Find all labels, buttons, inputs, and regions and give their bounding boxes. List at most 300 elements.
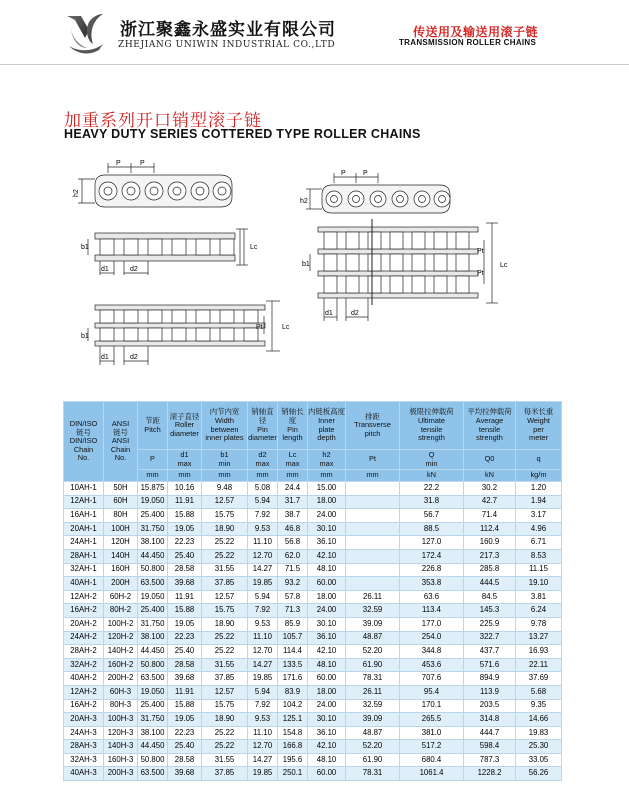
table-cell: 28AH-3 [64,740,104,754]
section-title-en: HEAVY DUTY SERIES COTTERED TYPE ROLLER CHAINS [64,127,421,141]
table-cell: 9.35 [516,699,562,713]
table-cell: 30.2 [464,482,516,496]
table-cell: 170.1 [400,699,464,713]
table-cell: 100H-3 [104,713,138,727]
table-cell: 78.31 [346,672,400,686]
symbol-weight: q [516,450,562,470]
table-cell: 26.11 [346,685,400,699]
table-cell: 19.85 [248,577,278,591]
header-chain-no: DIN/ISO 链号 DIN/ISO Chain No. [64,402,104,482]
table-cell: 19.05 [168,713,202,727]
table-cell: 28.58 [168,563,202,577]
table-cell: 177.0 [400,617,464,631]
b1-label: b1 [302,261,310,268]
header-pitch: 节距 Pitch [138,402,168,450]
unit-cell: kN [464,470,516,482]
table-cell: 11.91 [168,590,202,604]
table-cell: 20AH-2 [64,617,104,631]
table-cell: 40AH-3 [64,767,104,781]
table-cell: 140H [104,549,138,563]
table-cell: 60.00 [308,577,346,591]
table-row [64,672,562,686]
pitch-label: P [140,160,145,167]
header-average-strength: 平均拉伸载荷 Average tensile strength [464,402,516,450]
table-cell: 24.4 [278,482,308,496]
table-cell: 15.88 [168,509,202,523]
table-cell: 7.92 [248,509,278,523]
table-row [64,549,562,563]
table-cell: 14.27 [248,658,278,672]
table-cell: 93.2 [278,577,308,591]
table-cell: 37.85 [202,767,248,781]
table-cell: 25.40 [168,549,202,563]
table-cell: 38.100 [138,631,168,645]
table-cell: 7.92 [248,699,278,713]
d2-label: d2 [351,310,359,317]
table-cell: 571.6 [464,658,516,672]
table-cell: 31.7 [278,495,308,509]
table-row [64,685,562,699]
pt-label: Pt [477,270,484,277]
table-cell: 42.10 [308,549,346,563]
table-cell: 12AH-1 [64,495,104,509]
table-row [64,617,562,631]
table-cell: 14.27 [248,753,278,767]
table-cell: 22.23 [168,631,202,645]
table-cell: 48.10 [308,753,346,767]
lc-label: Lc [282,324,290,331]
table-cell: 10.16 [168,482,202,496]
table-cell: 25.22 [202,645,248,659]
table-cell: 80H-3 [104,699,138,713]
table-cell: 60H-2 [104,590,138,604]
table-cell: 11.91 [168,495,202,509]
table-cell: 46.8 [278,522,308,536]
table-cell: 437.7 [464,645,516,659]
table-cell: 24.00 [308,509,346,523]
table-cell: 680.4 [400,753,464,767]
table-cell: 18.00 [308,495,346,509]
table-cell: 100H-2 [104,617,138,631]
table-cell: 56.8 [278,536,308,550]
table-cell: 25.22 [202,740,248,754]
header-ultimate-strength: 极限拉伸载荷 Ultimate tensile strength [400,402,464,450]
d1-label: d1 [101,354,109,361]
table-cell: 28AH-2 [64,645,104,659]
table-cell: 38.100 [138,726,168,740]
table-cell: 154.8 [278,726,308,740]
table-cell: 28AH-1 [64,549,104,563]
unit-cell: mm [346,470,400,482]
table-cell: 11.15 [516,563,562,577]
d2-label: d2 [130,266,138,273]
table-cell: 32AH-2 [64,658,104,672]
table-cell: 1.20 [516,482,562,496]
table-cell: 71.3 [278,604,308,618]
table-cell: 36.10 [308,631,346,645]
table-cell: 171.6 [278,672,308,686]
table-row [64,753,562,767]
table-cell: 20AH-1 [64,522,104,536]
table-cell: 254.0 [400,631,464,645]
table-cell: 61.90 [346,753,400,767]
table-cell: 60H-3 [104,685,138,699]
symbol-q0: Q0 [464,450,516,470]
table-cell: 145.3 [464,604,516,618]
table-cell: 113.4 [400,604,464,618]
header-transverse-pitch: 排距 Transverse pitch [346,402,400,450]
table-cell: 37.85 [202,672,248,686]
symbol-d2: d2 max [248,450,278,470]
d2-label: d2 [130,354,138,361]
table-cell [346,536,400,550]
symbol-p: P [138,450,168,470]
table-cell: 26.11 [346,590,400,604]
table-cell: 140H-2 [104,645,138,659]
table-cell: 5.68 [516,685,562,699]
table-row [64,658,562,672]
table-cell: 80H-2 [104,604,138,618]
table-cell: 25.400 [138,509,168,523]
table-cell: 39.68 [168,672,202,686]
table-cell: 42.7 [464,495,516,509]
unit-cell: mm [138,470,168,482]
table-cell: 225.9 [464,617,516,631]
page-header [0,0,629,70]
table-cell: 19.05 [168,617,202,631]
table-cell: 80H [104,509,138,523]
table-cell: 16AH-2 [64,699,104,713]
table-cell: 40AH-1 [64,577,104,591]
table-cell: 18.90 [202,713,248,727]
table-cell: 18.90 [202,617,248,631]
table-cell: 381.0 [400,726,464,740]
table-cell: 52.20 [346,740,400,754]
table-cell: 71.5 [278,563,308,577]
table-cell: 30.10 [308,522,346,536]
table-cell: 5.94 [248,495,278,509]
table-cell: 32.59 [346,604,400,618]
table-cell: 160H-3 [104,753,138,767]
table-row [64,631,562,645]
table-cell: 40AH-2 [64,672,104,686]
table-cell: 517.2 [400,740,464,754]
lc-label: Lc [250,244,258,251]
table-cell: 62.0 [278,549,308,563]
table-cell: 24.00 [308,604,346,618]
header-divider [0,64,629,65]
table-cell: 19.85 [248,672,278,686]
table-cell: 9.48 [202,482,248,496]
table-cell: 453.6 [400,658,464,672]
table-cell [346,522,400,536]
table-cell: 83.9 [278,685,308,699]
table-cell: 31.750 [138,522,168,536]
chain-drawings [0,145,629,385]
table-row [64,767,562,781]
table-cell: 15.75 [202,699,248,713]
table-cell: 25.22 [202,726,248,740]
table-cell [346,549,400,563]
table-row [64,563,562,577]
table-row [64,713,562,727]
table-cell: 11.10 [248,631,278,645]
table-row [64,699,562,713]
table-cell: 127.0 [400,536,464,550]
table-cell: 31.55 [202,753,248,767]
table-cell: 6.71 [516,536,562,550]
symbol-h2: h2 max [308,450,346,470]
spec-table-body [64,482,562,781]
table-cell: 1061.4 [400,767,464,781]
table-cell: 15.88 [168,604,202,618]
table-cell: 22.23 [168,536,202,550]
table-cell: 22.2 [400,482,464,496]
table-cell: 226.8 [400,563,464,577]
table-cell: 7.92 [248,604,278,618]
table-cell: 120H-3 [104,726,138,740]
unit-cell: kg/m [516,470,562,482]
table-cell: 12.70 [248,549,278,563]
table-cell: 85.9 [278,617,308,631]
drawing-triple-side-view [306,173,450,213]
unit-cell: mm [202,470,248,482]
table-cell: 50.800 [138,753,168,767]
symbol-b1: b1 min [202,450,248,470]
table-cell: 30.10 [308,713,346,727]
table-cell: 598.4 [464,740,516,754]
table-cell: 25.400 [138,604,168,618]
unit-cell: mm [278,470,308,482]
table-cell: 44.450 [138,645,168,659]
table-cell: 31.55 [202,563,248,577]
table-cell: 60.00 [308,767,346,781]
table-cell: 114.4 [278,645,308,659]
table-cell: 31.750 [138,713,168,727]
table-cell: 19.050 [138,685,168,699]
table-cell: 13.27 [516,631,562,645]
table-cell: 16AH-1 [64,509,104,523]
table-cell: 36.10 [308,726,346,740]
d1-label: d1 [101,266,109,273]
table-cell: 19.85 [248,767,278,781]
table-cell: 63.500 [138,767,168,781]
table-cell: 160.9 [464,536,516,550]
header-roller: 滚子直径 Roller diameter [168,402,202,450]
table-cell: 120H-2 [104,631,138,645]
table-row [64,522,562,536]
table-row [64,577,562,591]
table-cell: 100H [104,522,138,536]
table-cell: 39.09 [346,713,400,727]
drawing-single-top-view [88,229,248,275]
table-cell: 11.91 [168,685,202,699]
drawing-triple-top-view [310,219,498,321]
table-cell: 203.5 [464,699,516,713]
table-cell: 39.68 [168,577,202,591]
unit-cell: kN [400,470,464,482]
table-cell: 707.6 [400,672,464,686]
header-plate-depth: 内链板高度 Inner plate depth [308,402,346,450]
table-cell: 31.8 [400,495,464,509]
table-cell: 50.800 [138,563,168,577]
table-cell: 38.100 [138,536,168,550]
table-cell: 9.53 [248,522,278,536]
table-cell: 33.05 [516,753,562,767]
table-cell: 3.17 [516,509,562,523]
table-cell: 314.8 [464,713,516,727]
unit-cell: mm [168,470,202,482]
table-row [64,495,562,509]
table-cell: 6.24 [516,604,562,618]
pt-label: Pt [256,324,263,331]
table-cell: 5.08 [248,482,278,496]
table-cell: 140H-3 [104,740,138,754]
table-cell: 12.57 [202,685,248,699]
table-cell: 217.3 [464,549,516,563]
table-cell: 12.70 [248,740,278,754]
table-cell: 18.00 [308,685,346,699]
table-cell: 22.23 [168,726,202,740]
table-cell: 19.83 [516,726,562,740]
table-cell: 9.53 [248,617,278,631]
table-cell: 36.10 [308,536,346,550]
table-row [64,740,562,754]
table-cell: 30.10 [308,617,346,631]
h2-label: h2 [73,189,80,197]
table-cell: 322.7 [464,631,516,645]
table-cell: 50H [104,482,138,496]
table-cell: 31.55 [202,658,248,672]
table-cell: 28.58 [168,658,202,672]
header-width: 内节内宽 Width between inner plates [202,402,248,450]
table-cell: 200H [104,577,138,591]
table-cell: 37.69 [516,672,562,686]
table-cell: 105.7 [278,631,308,645]
table-cell: 1228.2 [464,767,516,781]
table-cell: 12.57 [202,495,248,509]
table-cell: 15.88 [168,699,202,713]
table-cell: 160H [104,563,138,577]
table-cell: 5.94 [248,590,278,604]
drawing-double-top-view [88,301,280,365]
table-cell: 120H [104,536,138,550]
table-cell: 25.22 [202,549,248,563]
table-row [64,509,562,523]
table-cell: 50.800 [138,658,168,672]
section-title-cn: 加重系列开口销型滚子链 [64,111,262,130]
table-cell: 9.78 [516,617,562,631]
table-cell: 88.5 [400,522,464,536]
table-cell: 44.450 [138,740,168,754]
product-category-en: TRANSMISSION ROLLER CHAINS [399,38,537,47]
table-cell: 60.00 [308,672,346,686]
table-cell: 200H-2 [104,672,138,686]
header-pin-diameter: 销轴直径 Pin diameter [248,402,278,450]
table-cell: 38.7 [278,509,308,523]
symbol-pt: Pt [346,450,400,470]
table-row [64,645,562,659]
table-row [64,482,562,496]
table-cell: 25.40 [168,645,202,659]
company-name-en: ZHEJIANG UNIWIN INDUSTRIAL CO.,LTD [118,40,336,50]
table-cell: 52.20 [346,645,400,659]
table-cell: 8.53 [516,549,562,563]
table-cell: 24AH-1 [64,536,104,550]
table-cell: 25.22 [202,631,248,645]
table-cell: 172.4 [400,549,464,563]
table-cell: 11.10 [248,536,278,550]
table-cell: 61.90 [346,658,400,672]
table-cell: 95.4 [400,685,464,699]
table-cell: 195.6 [278,753,308,767]
table-cell: 63.500 [138,577,168,591]
table-cell: 112.4 [464,522,516,536]
table-cell: 57.8 [278,590,308,604]
table-cell: 15.75 [202,509,248,523]
header-weight: 每米长重 Weight per meter [516,402,562,450]
lc-label: Lc [500,262,508,269]
table-row [64,726,562,740]
table-cell: 48.10 [308,563,346,577]
table-row [64,590,562,604]
table-cell: 42.10 [308,645,346,659]
table-cell [346,495,400,509]
table-cell: 12.57 [202,590,248,604]
table-cell: 16.93 [516,645,562,659]
spec-table [63,401,562,781]
company-name-cn: 浙江聚鑫永盛实业有限公司 [120,20,336,39]
table-cell: 24.00 [308,699,346,713]
table-cell: 14.27 [248,563,278,577]
table-cell: 19.10 [516,577,562,591]
table-cell: 24AH-3 [64,726,104,740]
pitch-label: P [363,170,368,177]
d1-label: d1 [325,310,333,317]
table-cell: 63.500 [138,672,168,686]
table-cell: 353.8 [400,577,464,591]
drawing-single-side-view [78,163,232,207]
table-cell: 133.5 [278,658,308,672]
table-cell: 12.70 [248,645,278,659]
unit-cell: mm [248,470,278,482]
table-cell: 5.94 [248,685,278,699]
symbol-q: Q min [400,450,464,470]
table-cell: 20AH-3 [64,713,104,727]
table-cell: 11.10 [248,726,278,740]
unit-cell: mm [308,470,346,482]
table-cell: 1.94 [516,495,562,509]
table-cell: 18.90 [202,522,248,536]
table-cell: 104.2 [278,699,308,713]
table-cell: 15.75 [202,604,248,618]
table-cell: 285.8 [464,563,516,577]
table-cell: 25.30 [516,740,562,754]
table-cell: 166.8 [278,740,308,754]
table-cell: 15.00 [308,482,346,496]
table-cell: 18.00 [308,590,346,604]
table-cell: 444.7 [464,726,516,740]
table-cell: 787.3 [464,753,516,767]
h2-label: h2 [300,198,308,205]
table-cell: 19.050 [138,590,168,604]
table-cell: 444.5 [464,577,516,591]
table-cell [346,482,400,496]
table-cell: 24AH-2 [64,631,104,645]
table-cell: 25.22 [202,536,248,550]
pt-label: Pt [477,248,484,255]
table-cell: 12AH-2 [64,685,104,699]
